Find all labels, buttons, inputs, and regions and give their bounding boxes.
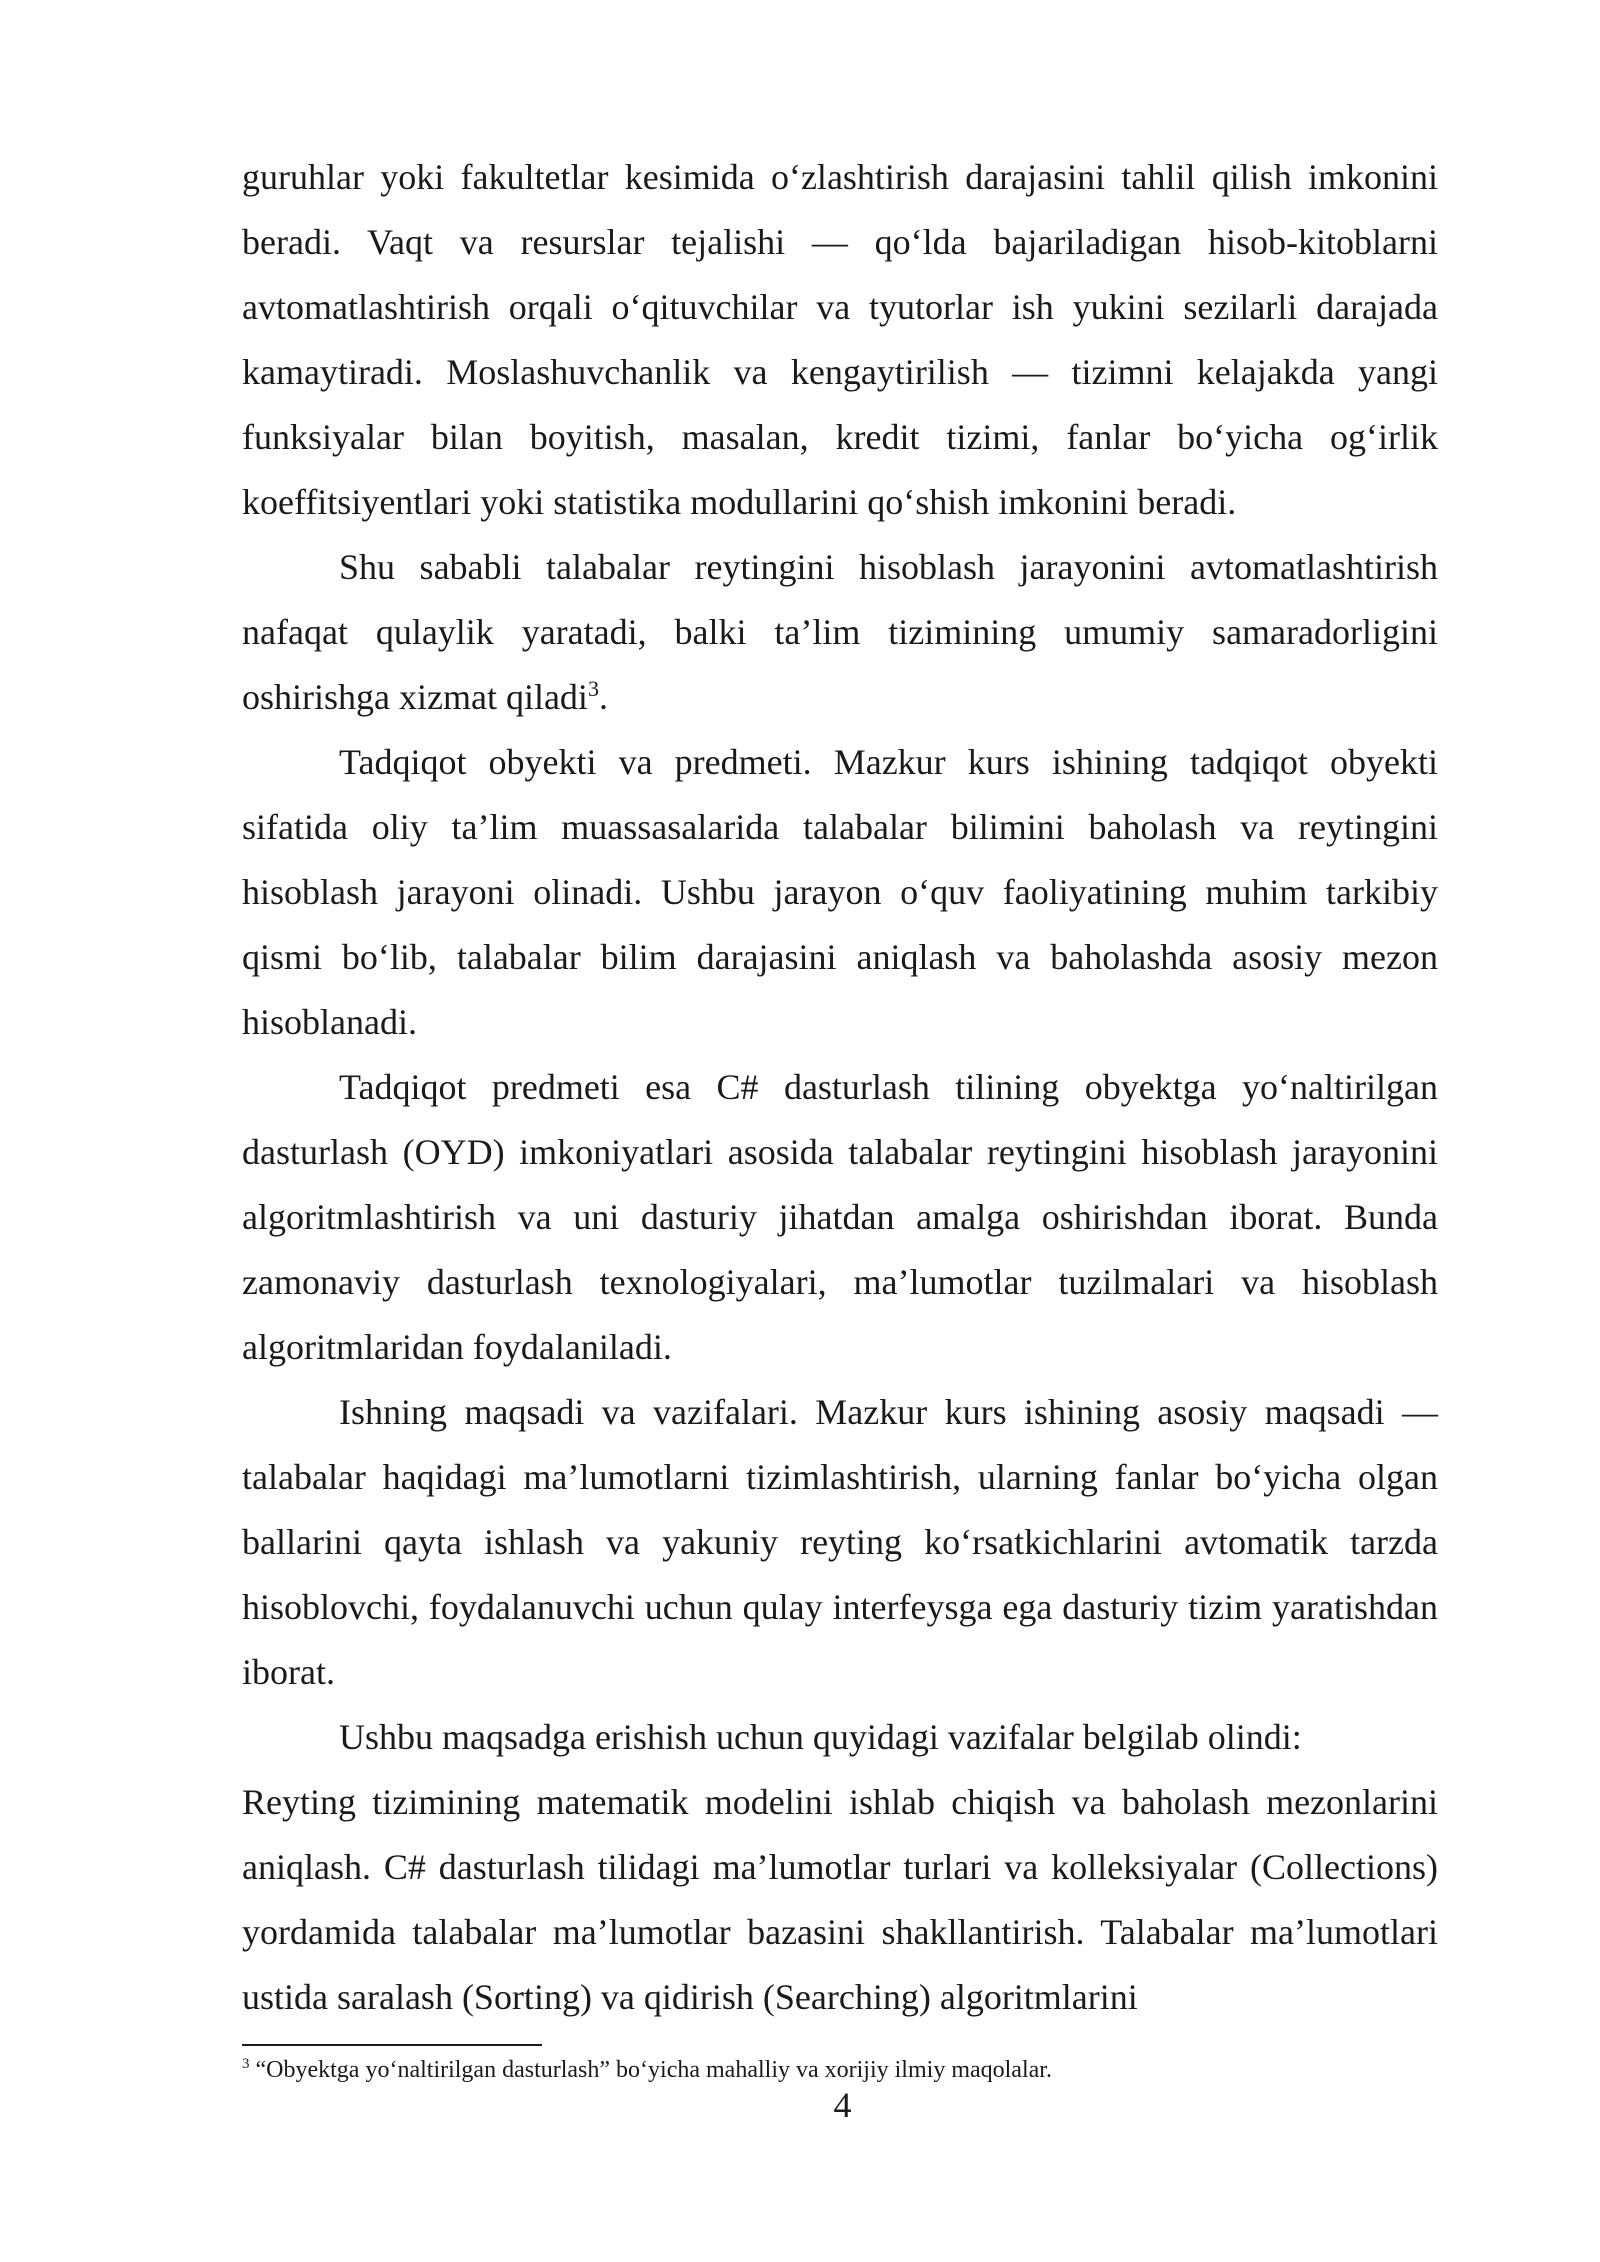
- footnote: [242, 2054, 1438, 2086]
- paragraph-1: guruhlar yoki fakultetlar kesimida o‘zlashtirish darajasini tahlil qilish imkonini beradi. Vaqt va resurslar tejalishi — qo‘lda bajariladigan hisob-kitoblarni avtomatlashtirish orqali o‘qituvchilar va tyutorlar ish yukini sezilarli darajada kamaytiradi. Moslashuvchanlik va kengaytirilish — tizimni kelajakda yangi funksiyalar bilan boyitish, masalan, kredit tizimi, fanlar bo‘yicha og‘irlik koeffitsiyentlari yoki statistika modullarini qo‘shish imkonini beradi.: [242, 157, 1438, 522]
- footnote-separator: [242, 2044, 542, 2046]
- footnote-reference[interactable]: 3: [587, 676, 599, 701]
- paragraph-2: [242, 535, 1438, 730]
- paragraph-4: Tadqiqot predmeti esa C# dasturlash tilining obyektga yo‘naltirilgan dasturlash (OYD) imkoniyatlari asosida talabalar reytingini hisoblash jarayonini algoritmlashtirish va uni dasturiy jihatdan amalga oshirishdan iborat. Bunda zamonaviy dasturlash texnologiyalari, ma’lumotlar tuzilmalari va hisoblash algoritmlaridan foydalaniladi.: [242, 1067, 1438, 1367]
- paragraph-7: Reyting tizimining matematik modelini ishlab chiqish va baholash mezonlarini aniqlash. C# dasturlash tilidagi ma’lumotlar turlari va kolleksiyalar (Collections) yordamida talabalar ma’lumotlar bazasini shakllantirish. Talabalar ma’lumotlari ustida saralash (Sorting) va qidirish (Searching) algoritmlarini: [242, 1782, 1438, 2017]
- paragraph-2-text: Shu sababli talabalar reytingini hisoblash jarayonini avtomatlashtirish nafaqat qulaylik yaratadi, balki ta’lim tizimining umumiy samaradorligini oshirishga xizmat qiladi: [242, 547, 1438, 717]
- paragraph-6: Ushbu maqsadga erishish uchun quyidagi vazifalar belgilab olindi:: [339, 1717, 1302, 1757]
- paragraph-5: Ishning maqsadi va vazifalari. Mazkur kurs ishining asosiy maqsadi — talabalar haqidagi ma’lumotlarni tizimlashtirish, ularning fanlar bo‘yicha olgan ballarini qayta ishlash va yakuniy reyting ko‘rsatkichlarini avtomatik tarzda hisoblovchi, foydalanuvchi uchun qulay interfeysga ega dasturiy tizim yaratishdan iborat.: [242, 1392, 1438, 1692]
- footnote-number: 3: [242, 2056, 250, 2072]
- paragraph-2-end: .: [598, 677, 608, 717]
- page-number: 4: [833, 2085, 852, 2125]
- footnote-text: “Obyektga yo‘naltirilgan dasturlash” bo‘yicha mahalliy va xorijiy ilmiy maqolalar.: [249, 2057, 1052, 2083]
- body-text: [242, 145, 1438, 2030]
- paragraph-3: Tadqiqot obyekti va predmeti. Mazkur kurs ishining tadqiqot obyekti sifatida oliy ta’lim muassasalarida talabalar bilimini baholash va reytingini hisoblash jarayoni olinadi. Ushbu jarayon o‘quv faoliyatining muhim tarkibiy qismi bo‘lib, talabalar bilim darajasini aniqlash va baholashda asosiy mezon hisoblanadi.: [242, 742, 1438, 1042]
